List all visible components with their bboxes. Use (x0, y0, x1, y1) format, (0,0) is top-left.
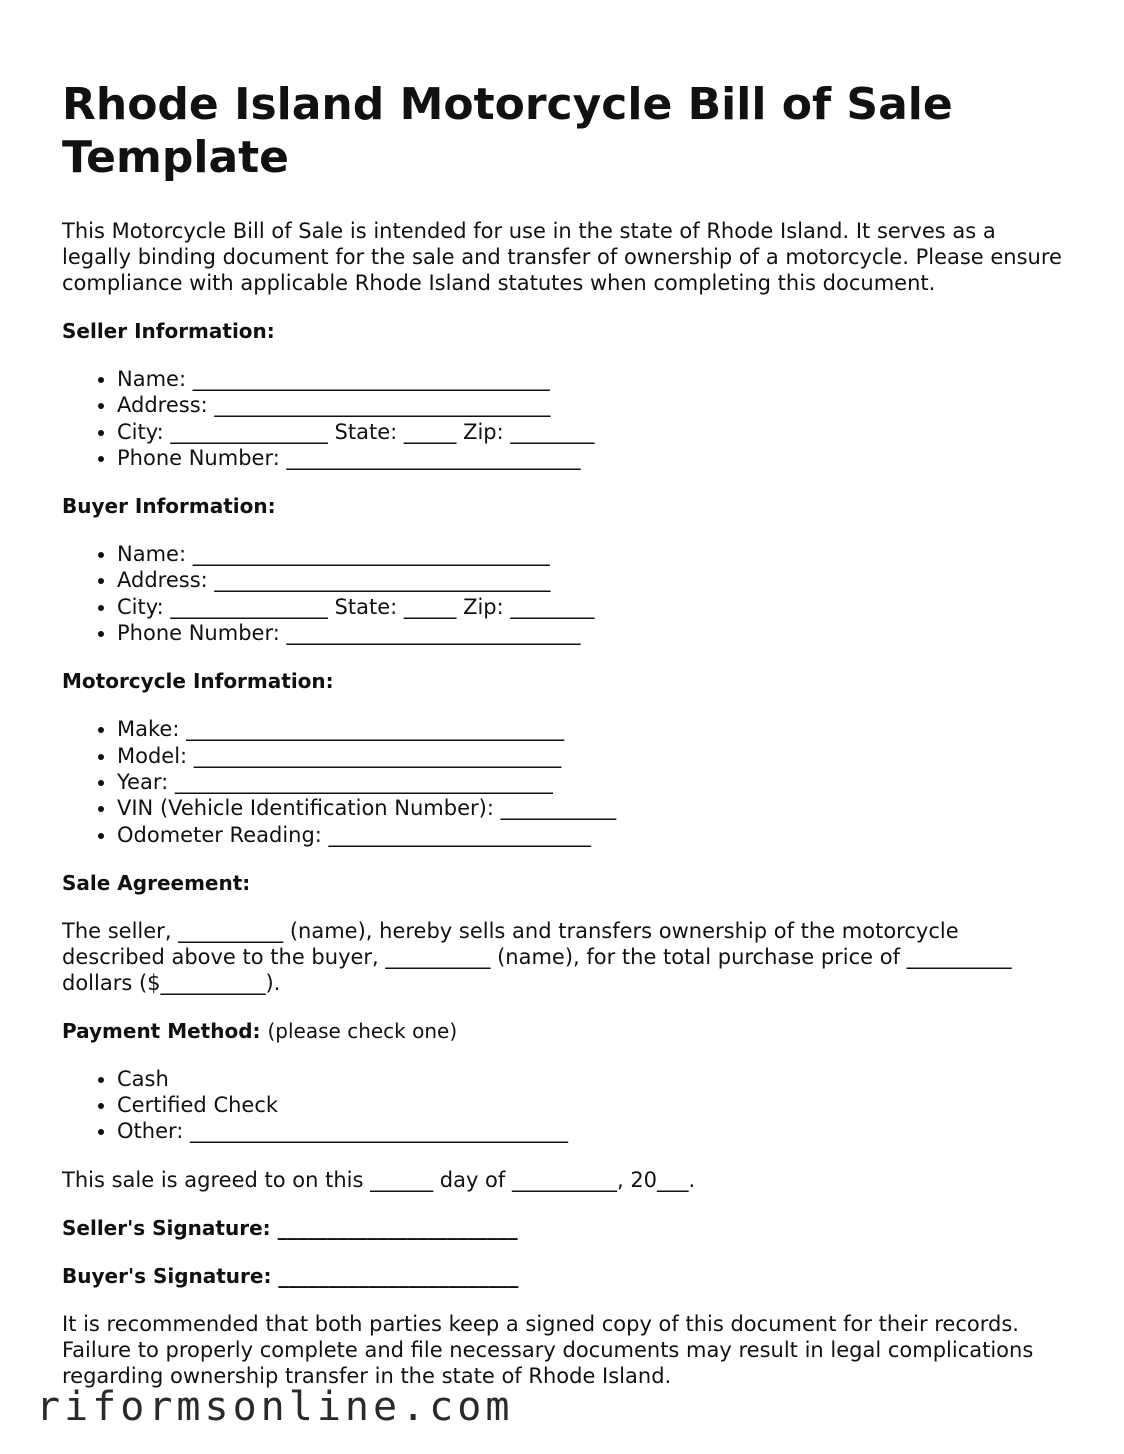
agreement-heading: Sale Agreement: (62, 870, 251, 895)
seller-phone-line: • Phone Number: ____________________________ (117, 445, 1062, 471)
payment-heading-label: Payment Method: (62, 1018, 261, 1043)
buyer-signature-line: Buyer's Signature: ________________________ (62, 1263, 519, 1288)
agreement-paragraph: The seller, __________ (name), hereby sells and transfers ownership of the motorcycle described above to the buyer, __________ (name), for the total purchase price of __________ dollars ($__________). (62, 918, 1012, 995)
motorcycle-year-line: • Year: ____________________________________ (117, 769, 1062, 795)
motorcycle-vin-line: • VIN (Vehicle Identification Number): ___________ (117, 795, 1062, 821)
seller-city-line: • City: _______________ State: _____ Zip: ________ (117, 419, 1062, 445)
buyer-address-line: • Address: ________________________________ (117, 567, 1062, 593)
document-title: Rhode Island Motorcycle Bill of Sale Template (62, 79, 953, 183)
seller-heading: Seller Information: (62, 319, 275, 343)
closing-paragraph: It is recommended that both parties keep a signed copy of this document for their records. Failure to properly complete and file necessary documents may result in legal complications regarding ownership transfer in the state of Rhode Island. (62, 1311, 1034, 1388)
payment-note: (please check one) (267, 1018, 458, 1043)
seller-address-line: • Address: ________________________________ (117, 392, 1062, 418)
payment-option-certified-check: • Certified Check (117, 1092, 1062, 1118)
motorcycle-model-line: • Model: ___________________________________ (117, 743, 1062, 769)
seller-name-line: • Name: __________________________________ (117, 366, 1062, 392)
seller-list (62, 366, 1062, 471)
motorcycle-make-line: • Make: ____________________________________ (117, 716, 1062, 742)
intro-paragraph: This Motorcycle Bill of Sale is intended for use in the state of Rhode Island. It serves as a legally binding document for the sale and transfer of ownership of a motorcycle. Please ensure compliance with applicable Rhode Island statutes when completing this document. (62, 219, 1062, 295)
motorcycle-list (62, 716, 1062, 847)
payment-option-other: • Other: ____________________________________ (117, 1118, 1062, 1144)
payment-option-cash: • Cash (117, 1066, 1062, 1092)
payment-list (62, 1066, 1062, 1145)
buyer-city-line: • City: _______________ State: _____ Zip: ________ (117, 594, 1062, 620)
date-line: This sale is agreed to on this ______ day of __________, 20___. (62, 1167, 696, 1192)
buyer-phone-line: • Phone Number: ____________________________ (117, 620, 1062, 646)
document-page (62, 78, 1062, 1411)
motorcycle-heading: Motorcycle Information: (62, 669, 334, 694)
buyer-heading: Buyer Information: (62, 494, 276, 519)
payment-heading (62, 1018, 1062, 1044)
seller-signature-line: Seller's Signature: ________________________ (62, 1215, 518, 1240)
site-watermark: riformsonline.com (36, 1384, 514, 1430)
motorcycle-odometer-line: • Odometer Reading: _________________________ (117, 822, 1062, 848)
buyer-name-line: • Name: __________________________________ (117, 541, 1062, 567)
buyer-list (62, 541, 1062, 646)
